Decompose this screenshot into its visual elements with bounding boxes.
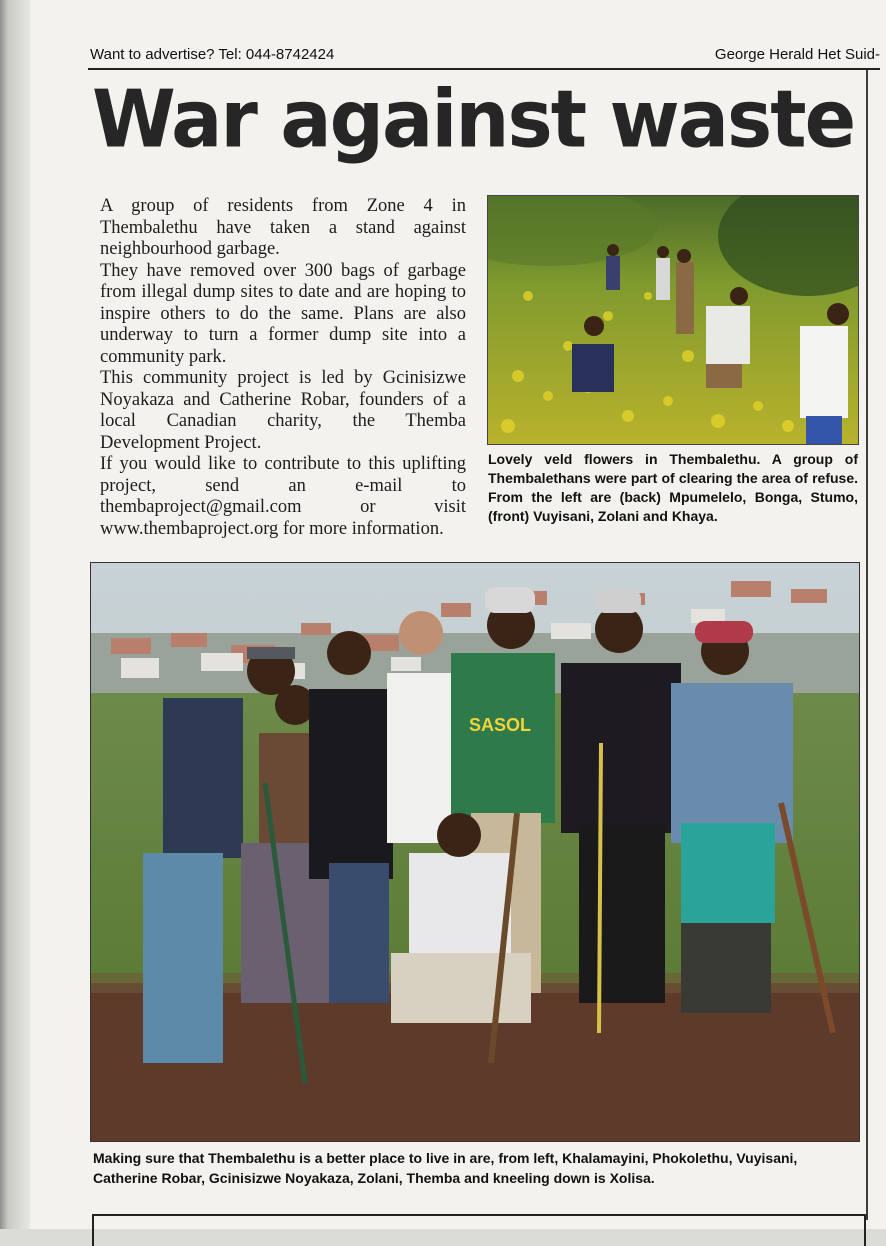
shirt-text: SASOL [469, 715, 532, 735]
photo1-caption: Lovely veld flowers in Thembalethu. A group of Thembalethans were part of clearing the area of refuse. From the left are (back) Mpumelelo, Bonga, Stumo, (front) Vuyisani, Zolani and Khaya. [488, 451, 858, 524]
newspaper-name: George Herald Het Suid- [714, 46, 880, 63]
article-paragraph: If you would like to contribute to this uplifting project, send an e-mail to thembaproject@gmail.com or visit www.thembaproject.org for more information. [100, 454, 466, 539]
photo2-caption: Making sure that Thembalethu is a better place to live in are, from left, Khalamayini, Phokolethu, Vuyisani, Catherine Robar, Gcinisizwe Noyakaza, Zolani, Themba and kneeling down is Xolisa. [93, 1150, 798, 1186]
article-paragraph: A group of residents from Zone 4 in Thembalethu have taken a stand against neighbourhood garbage. [100, 196, 466, 259]
advertise-line: Want to advertise? Tel: 044-8742424 [90, 46, 335, 63]
column-rule [866, 70, 868, 1220]
header-divider [88, 68, 880, 70]
article-paragraph: This community project is led by Gcinisizwe Noyakaza and Catherine Robar, founders of a local Canadian charity, the Themba Development Project. [100, 368, 466, 453]
headline: War against waste [92, 71, 855, 166]
next-article-box [92, 1214, 866, 1246]
page-binding-shadow [0, 0, 30, 1229]
article-body [100, 196, 466, 540]
group-photo [90, 562, 860, 1142]
article-paragraph: They have removed over 300 bags of garbage from illegal dump sites to date and are hoping to inspire others to do the same. Plans are also underway to turn a former dump site into a community park. [100, 260, 466, 367]
veld-flowers-photo [487, 195, 859, 445]
